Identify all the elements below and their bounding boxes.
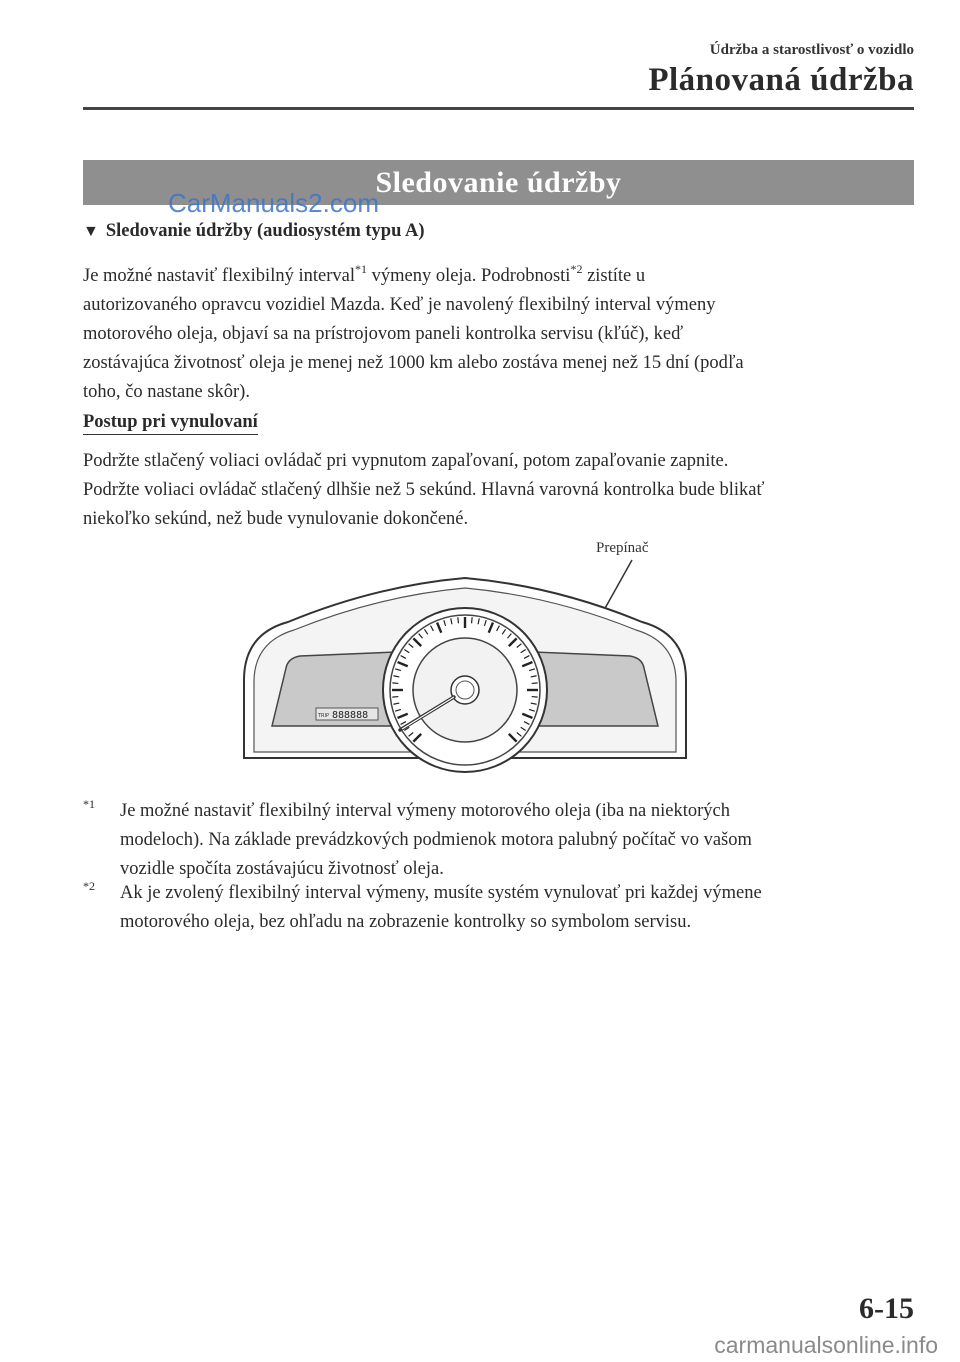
- intro-line-5: toho, čo nastane skôr).: [83, 382, 250, 402]
- footnote-1: [83, 797, 918, 884]
- footnote-2: [83, 879, 918, 937]
- procedure-line-3: niekoľko sekúnd, než bude vynulovanie dokončené.: [83, 509, 469, 529]
- footnote-1-line-1: Je možné nastaviť flexibilný interval výmeny motorového oleja (iba na niektorých: [120, 801, 731, 821]
- footnote-1-mark: *1: [83, 796, 95, 811]
- speedometer-tick: [532, 697, 538, 698]
- intro-line-3: motorového oleja, objaví sa na prístrojovom paneli kontrolka servisu (kľúč), keď: [83, 324, 684, 344]
- procedure-line-2: Podržte voliaci ovládač stlačený dlhšie než 5 sekúnd. Hlavná varovná kontrolka bude blikať: [83, 480, 765, 500]
- footnote-2-line-2: motorového oleja, bez ohľadu na zobrazenie kontrolky so symbolom servisu.: [120, 912, 692, 932]
- procedure-heading: Postup pri vynulovaní: [83, 412, 258, 435]
- intro-line-2: autorizovaného opravcu vozidiel Mazda. Keď je navolený flexibilný interval výmeny: [83, 295, 716, 315]
- odometer-digits: 888888: [332, 710, 369, 721]
- footnote-ref-2[interactable]: *2: [570, 261, 583, 276]
- procedure-line-1: Podržte stlačený voliaci ovládač pri vypnutom zapaľovaní, potom zapaľovanie zapnite.: [83, 451, 729, 471]
- subheading-text: Sledovanie údržby (audiosystém typu A): [105, 221, 425, 241]
- footnote-2-mark: *2: [83, 878, 95, 893]
- intro-line-4: zostávajúca životnosť oleja je menej než 1000 km alebo zostáva menej než 15 dní (podľa: [83, 353, 744, 373]
- speedometer-center-hub: [451, 676, 479, 704]
- chapter-header: Údržba a starostlivosť o vozidlo: [709, 42, 914, 58]
- header-rule: [83, 107, 914, 110]
- trip-label: TRIP: [318, 713, 330, 719]
- intro-paragraph: [83, 262, 918, 407]
- subheading: [83, 221, 425, 242]
- section-title: Plánovaná údržba: [648, 62, 914, 98]
- speedometer-tick: [472, 617, 473, 623]
- speedometer-tick: [532, 683, 538, 684]
- instrument-cluster-illustration: [230, 530, 700, 780]
- footnote-1-line-3: vozidle spočíta zostávajúcu životnosť oleja.: [120, 859, 444, 879]
- watermark-carmanuals2[interactable]: CarManuals2.com: [168, 188, 379, 218]
- page-number: 6-15: [859, 1292, 914, 1325]
- footer-watermark[interactable]: carmanualsonline.info: [714, 1332, 938, 1358]
- footnote-ref-1[interactable]: *1: [354, 261, 367, 276]
- speedometer-tick: [458, 617, 459, 623]
- footnote-2-line-1: Ak je zvolený flexibilný interval výmeny, musíte systém vynulovať pri každej výmene: [120, 883, 762, 903]
- intro-line-1: Je možné nastaviť flexibilný interval$^{*1}$ výmeny oleja. Podrobnosti$^{*2}$ zistíte u: [83, 261, 646, 286]
- footnote-1-line-2: modeloch). Na základe prevádzkových podmienok motora palubný počítač vo vašom: [120, 830, 752, 850]
- right-display-panel: [534, 652, 658, 726]
- triangle-marker-icon: ▼: [83, 223, 99, 240]
- procedure-paragraph: [83, 447, 918, 534]
- speedometer-tick: [392, 683, 398, 684]
- speedometer-tick: [392, 697, 398, 698]
- section-banner: Sledovanie údržby: [83, 160, 914, 205]
- callout-label-prepinac: Prepínač: [596, 540, 649, 556]
